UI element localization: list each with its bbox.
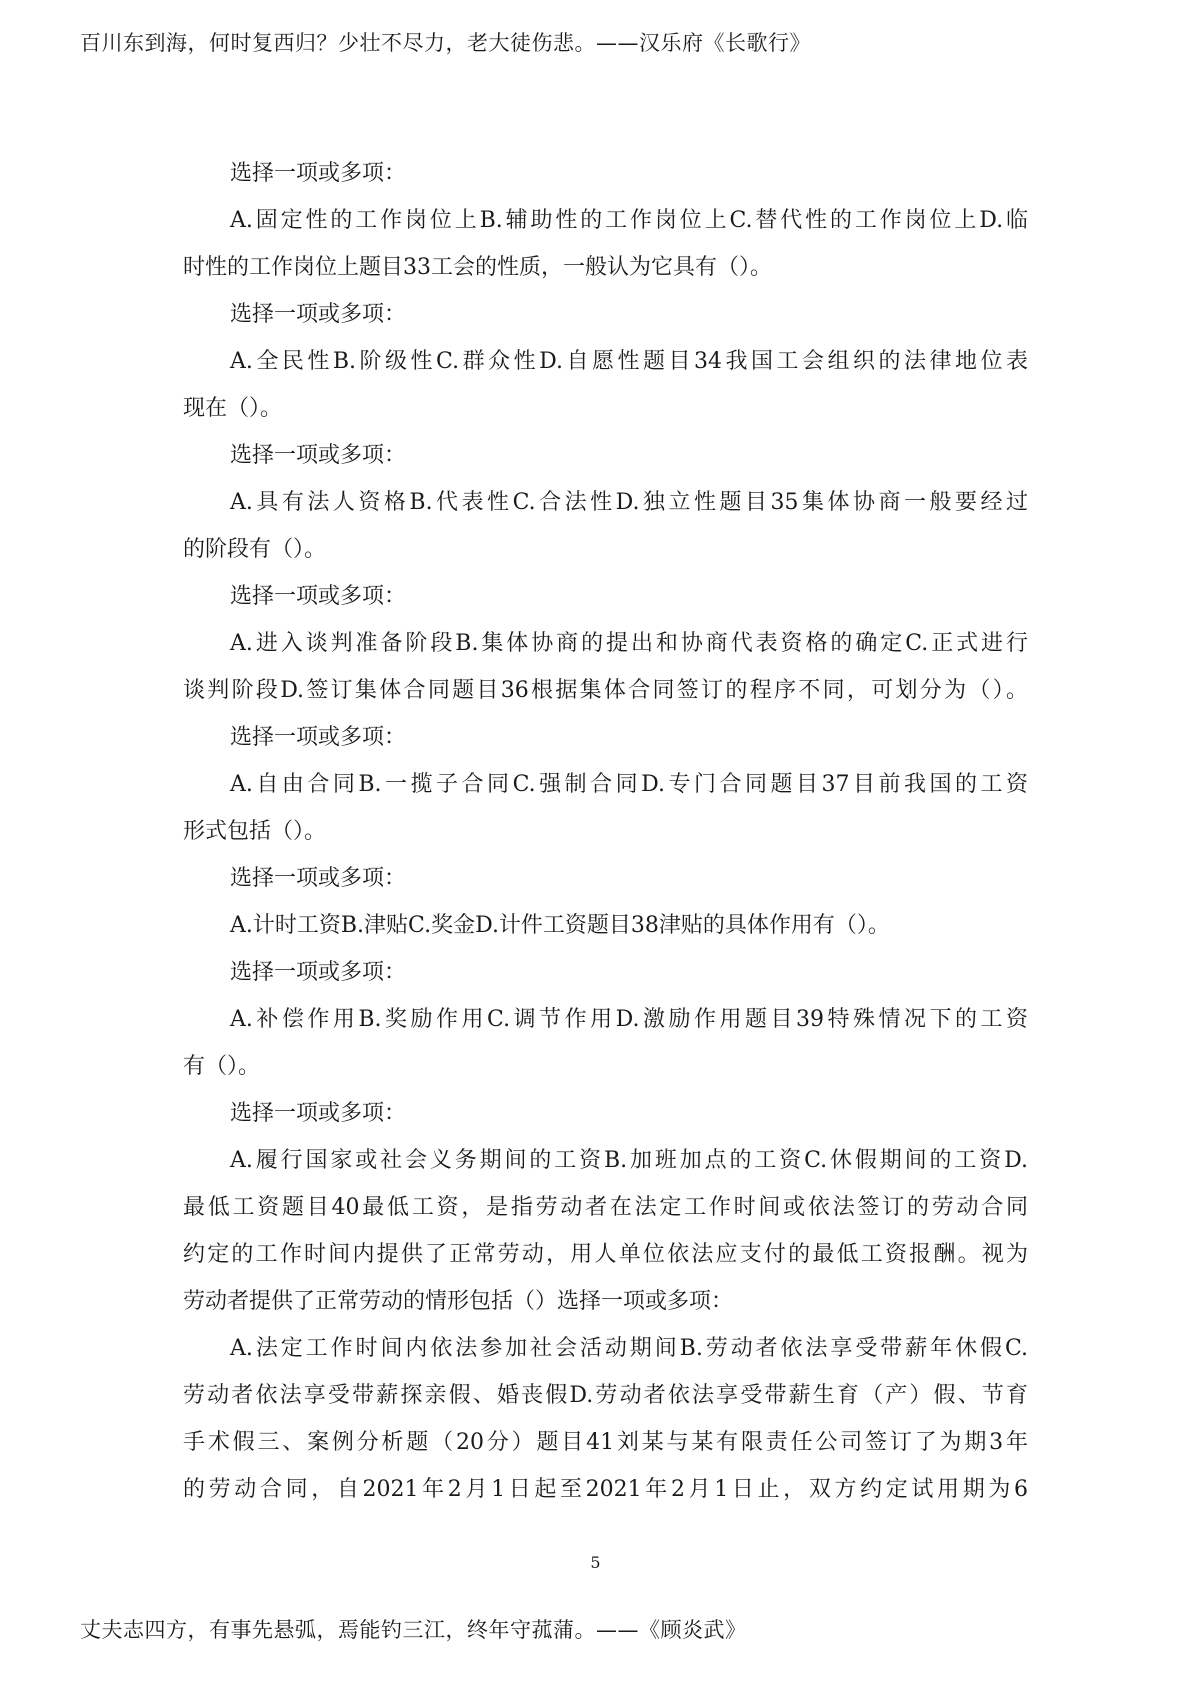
page-number: 5 xyxy=(590,1553,601,1572)
text-line: A.具有法人资格B.代表性C.合法性D.独立性题目35集体协商一般要经过 xyxy=(230,490,1028,515)
text-line: 有（）。 xyxy=(183,1054,261,1079)
text-line: 谈判阶段D.签订集体合同题目36根据集体合同签订的程序不同，可划分为（）。 xyxy=(183,678,1028,703)
header-quote: 百川东到海，何时复西归？少壮不尽力，老大徒伤悲。——汉乐府《长歌行》 xyxy=(80,31,811,55)
text-line: 劳动者提供了正常劳动的情形包括（）选择一项或多项： xyxy=(183,1289,734,1314)
text-line: 选择一项或多项： xyxy=(230,584,407,609)
footer-quote: 丈夫志四方，有事先悬弧，焉能钓三江，终年守菰蒲。——《顾炎武》 xyxy=(80,1618,747,1642)
text-line: A.固定性的工作岗位上B.辅助性的工作岗位上C.替代性的工作岗位上D.临 xyxy=(230,208,1028,233)
text-line: 的劳动合同，自2021年2月1日起至2021年2月1日止，双方约定试用期为6 xyxy=(183,1477,1028,1502)
text-line: 选择一项或多项： xyxy=(230,725,407,750)
text-line: A.全民性B.阶级性C.群众性D.自愿性题目34我国工会组织的法律地位表 xyxy=(230,349,1028,374)
text-line: 选择一项或多项： xyxy=(230,1101,407,1126)
text-line: 的阶段有（）。 xyxy=(183,537,327,562)
text-line: 选择一项或多项： xyxy=(230,161,407,186)
text-line: A.补偿作用B.奖励作用C.调节作用D.激励作用题目39特殊情况下的工资 xyxy=(230,1007,1028,1032)
text-line: 选择一项或多项： xyxy=(230,302,407,327)
text-line: 手术假三、案例分析题（20分）题目41刘某与某有限责任公司签订了为期3年 xyxy=(183,1430,1028,1455)
text-line: 约定的工作时间内提供了正常劳动，用人单位依法应支付的最低工资报酬。视为 xyxy=(183,1242,1028,1267)
document-body xyxy=(183,150,1028,1513)
text-line: 最低工资题目40最低工资，是指劳动者在法定工作时间或依法签订的劳动合同 xyxy=(183,1195,1028,1220)
text-line: 选择一项或多项： xyxy=(230,960,407,985)
text-line: A.计时工资B.津贴C.奖金D.计件工资题目38津贴的具体作用有（）。 xyxy=(230,913,890,938)
text-line: A.法定工作时间内依法参加社会活动期间B.劳动者依法享受带薪年休假C. xyxy=(230,1336,1028,1361)
text-line: A.自由合同B.一揽子合同C.强制合同D.专门合同题目37目前我国的工资 xyxy=(230,772,1028,797)
text-line: A.进入谈判准备阶段B.集体协商的提出和协商代表资格的确定C.正式进行 xyxy=(230,631,1028,656)
text-line: 形式包括（）。 xyxy=(183,819,327,844)
text-line: A.履行国家或社会义务期间的工资B.加班加点的工资C.休假期间的工资D. xyxy=(230,1148,1028,1173)
text-line: 选择一项或多项： xyxy=(230,866,407,891)
text-line: 时性的工作岗位上题目33工会的性质，一般认为它具有（）。 xyxy=(183,255,772,280)
text-line: 选择一项或多项： xyxy=(230,443,407,468)
text-line: 现在（）。 xyxy=(183,396,283,421)
text-line: 劳动者依法享受带薪探亲假、婚丧假D.劳动者依法享受带薪生育（产）假、节育 xyxy=(183,1383,1028,1408)
